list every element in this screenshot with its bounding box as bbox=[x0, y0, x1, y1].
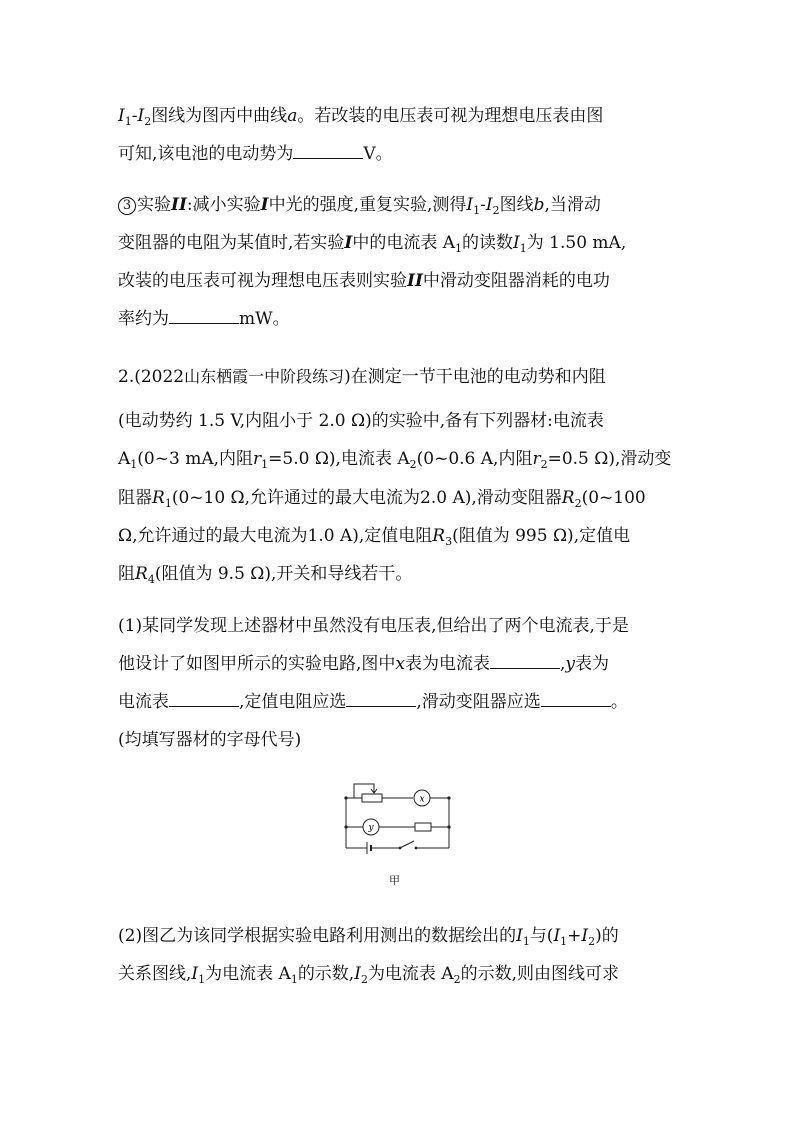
subscript: 1 bbox=[164, 497, 172, 510]
text: 实验 bbox=[137, 195, 171, 215]
subscript: 1 bbox=[522, 935, 530, 948]
text: 中滑动变阻器消耗的电功 bbox=[422, 271, 610, 291]
text: (0~3 mA,内阻 bbox=[137, 449, 253, 469]
text-line-12 bbox=[118, 562, 412, 588]
text: - bbox=[480, 195, 486, 215]
text: )在测定一节干电池的电动势和内阻 bbox=[344, 367, 606, 387]
symbol-I: I bbox=[118, 106, 125, 126]
text: 可知,该电池的电动势为 bbox=[118, 144, 294, 164]
text-line-7 bbox=[118, 365, 606, 389]
text-line-11 bbox=[118, 524, 630, 550]
text: 的示数, bbox=[297, 964, 355, 984]
question-number: 2.(2022 bbox=[118, 367, 185, 387]
subscript: 1 bbox=[473, 204, 481, 217]
circled-number: 3 bbox=[118, 197, 136, 215]
text: 。若改装的电压表可视为理想电压表由图 bbox=[297, 106, 604, 126]
text: , bbox=[560, 654, 566, 674]
text: ,滑动变阻器应选 bbox=[416, 692, 541, 712]
symbol-y: y bbox=[565, 654, 576, 674]
text-line-4 bbox=[118, 231, 626, 257]
text: mW。 bbox=[239, 309, 290, 329]
text: 为电流表 A bbox=[367, 964, 454, 984]
symbol-I: I bbox=[485, 195, 493, 215]
text: (电动势约 1.5 V,内阻小于 2.0 Ω)的实验中,备有下列器材:电流表 bbox=[118, 411, 604, 431]
text-line-2 bbox=[118, 142, 393, 166]
text: 为 1.50 mA, bbox=[526, 233, 627, 253]
text: 率约为 bbox=[118, 309, 169, 329]
rheostat bbox=[362, 794, 382, 802]
text-line-10 bbox=[118, 486, 646, 512]
subscript: 1 bbox=[290, 973, 298, 986]
subscript: 2 bbox=[360, 973, 368, 986]
symbol-I: I bbox=[191, 964, 199, 984]
text: =5.0 Ω),电流表 A bbox=[268, 449, 410, 469]
subscript: 2 bbox=[409, 458, 417, 471]
text: (0~100 bbox=[581, 488, 646, 508]
fixed-resistor bbox=[415, 823, 431, 831]
subscript: 1 bbox=[261, 458, 269, 471]
answer-blank[interactable] bbox=[169, 691, 239, 707]
subscript: 2 bbox=[453, 973, 461, 986]
roman-numeral: II bbox=[171, 195, 187, 215]
figure-caption: 甲 bbox=[389, 874, 400, 887]
text-line-6 bbox=[118, 307, 290, 331]
text: 表为电流表 bbox=[405, 654, 490, 674]
text: :减小实验 bbox=[186, 195, 261, 215]
subscript: 1 bbox=[519, 242, 527, 255]
symbol-I: I bbox=[466, 195, 474, 215]
text: 图线为图丙中曲线 bbox=[151, 106, 288, 126]
text: (阻值为 995 Ω),定值电 bbox=[452, 526, 631, 546]
answer-blank[interactable] bbox=[169, 308, 239, 324]
text: Ω,允许通过的最大电流为1.0 A),定值电阻 bbox=[118, 526, 433, 546]
subscript: 3 bbox=[445, 535, 453, 548]
text-line-17 bbox=[118, 924, 619, 950]
text-line-15 bbox=[118, 690, 628, 714]
symbol-I: I bbox=[581, 926, 589, 946]
text: 阻器 bbox=[118, 488, 152, 508]
text: (0~0.6 A,内阻 bbox=[416, 449, 533, 469]
text: A bbox=[118, 449, 131, 469]
text: (0~10 Ω,允许通过的最大电流为2.0 A),滑动变阻器 bbox=[171, 488, 562, 508]
subscript: 2 bbox=[540, 458, 548, 471]
roman-numeral: II bbox=[407, 271, 423, 291]
text: 关系图线, bbox=[118, 964, 192, 984]
text-line-3 bbox=[118, 193, 601, 219]
text: 的示数,则由图线可求 bbox=[460, 964, 620, 984]
text: (均填写器材的字母代号) bbox=[118, 730, 302, 750]
text: (阻值为 9.5 Ω),开关和导线若干。 bbox=[154, 564, 413, 584]
text: 的读数 bbox=[462, 233, 514, 253]
switch bbox=[400, 841, 414, 848]
text-line-1 bbox=[118, 104, 603, 130]
symbol-I: I bbox=[354, 964, 361, 984]
source-label: 山东栖霞一中阶段练习 bbox=[184, 367, 345, 386]
text: =0.5 Ω),滑动变 bbox=[547, 449, 672, 469]
text-line-5 bbox=[118, 269, 610, 293]
symbol-b: b bbox=[533, 195, 545, 215]
text: + bbox=[567, 926, 582, 946]
subscript: 2 bbox=[144, 115, 152, 128]
text: 与( bbox=[529, 926, 554, 946]
text: 电流表 bbox=[118, 692, 169, 712]
subscript: 1 bbox=[198, 973, 206, 986]
symbol-a: a bbox=[287, 106, 298, 126]
text: 中的电流表 A bbox=[352, 233, 456, 253]
symbol-R: R bbox=[152, 488, 165, 508]
text: 为电流表 A bbox=[205, 964, 291, 984]
text: 图线 bbox=[499, 195, 534, 215]
symbol-I: I bbox=[513, 233, 520, 253]
text: 。 bbox=[610, 692, 628, 712]
subscript: 1 bbox=[124, 115, 132, 128]
text-line-16 bbox=[118, 728, 301, 752]
subscript: 2 bbox=[492, 204, 500, 217]
text: 改装的电压表可视为理想电压表则实验 bbox=[118, 271, 407, 291]
text: - bbox=[131, 106, 138, 126]
symbol-I: I bbox=[516, 926, 523, 946]
text: ,定值电阻应选 bbox=[239, 692, 347, 712]
text-line-9 bbox=[118, 447, 671, 473]
answer-blank[interactable] bbox=[346, 691, 416, 707]
text: 阻 bbox=[118, 564, 135, 584]
symbol-R: R bbox=[135, 564, 148, 584]
subscript: 2 bbox=[574, 497, 582, 510]
text: ,当滑动 bbox=[544, 195, 601, 215]
symbol-r: r bbox=[253, 449, 262, 469]
symbol-R: R bbox=[432, 526, 446, 546]
answer-blank[interactable] bbox=[293, 143, 363, 159]
text-line-14 bbox=[118, 652, 609, 676]
symbol-I: I bbox=[137, 106, 145, 126]
roman-numeral: I bbox=[344, 233, 353, 253]
symbol-x: x bbox=[395, 654, 405, 674]
ammeter-y-label: y bbox=[368, 823, 374, 833]
roman-numeral: I bbox=[260, 195, 269, 215]
text: 他设计了如图甲所示的实验电路,图中 bbox=[118, 654, 396, 674]
symbol-r: r bbox=[532, 449, 541, 469]
answer-blank[interactable] bbox=[490, 653, 560, 669]
text-line-8 bbox=[118, 409, 604, 433]
ammeter-x-label: x bbox=[419, 794, 425, 805]
symbol-R: R bbox=[561, 488, 575, 508]
circuit-diagram bbox=[340, 776, 455, 856]
answer-blank[interactable] bbox=[541, 691, 611, 707]
symbol-I: I bbox=[553, 926, 561, 946]
subscript: 2 bbox=[588, 935, 596, 948]
text: 中光的强度,重复实验,测得 bbox=[268, 195, 467, 215]
text-line-18 bbox=[118, 962, 619, 988]
text: V。 bbox=[363, 144, 393, 164]
text-line-13 bbox=[118, 614, 629, 638]
text: )的 bbox=[595, 926, 619, 946]
subscript: 1 bbox=[455, 242, 463, 255]
subscript: 1 bbox=[560, 935, 568, 948]
subscript: 4 bbox=[147, 573, 155, 586]
text: 表为 bbox=[575, 654, 610, 674]
text: (2)图乙为该同学根据实验电路利用测出的数据绘出的 bbox=[118, 926, 517, 946]
text: 变阻器的电阻为某值时,若实验 bbox=[118, 233, 345, 253]
subscript: 1 bbox=[130, 458, 138, 471]
text: (1)某同学发现上述器材中虽然没有电压表,但给出了两个电流表,于是 bbox=[118, 616, 629, 636]
